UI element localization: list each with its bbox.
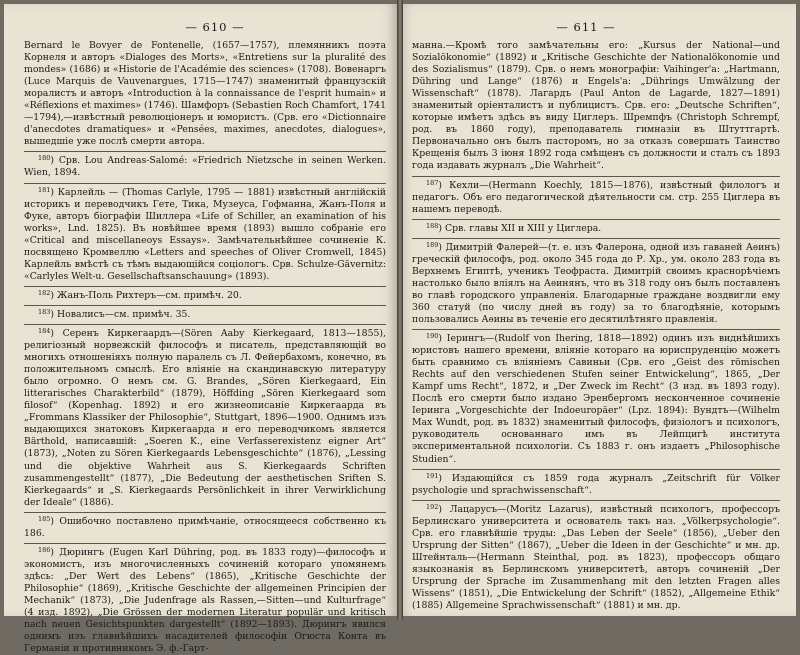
footnote-number: 186 [38,545,51,554]
footnote-text: ) Іерингъ—(Rudolf von Ihering, 1818—1892) одинъ изъ виднѣйшихъ юристовъ нашего времени, вліяніе котораго на юриспруденцію можетъ быть сравнимо съ вліяніемъ Савиньи (Срв. его „Geist des römischen Rechts auf den verschiedenen Stufen seiner Entwickelung“, 1865, „Der Kampf ums Recht“, 1872, и „Der Zweck im Recht“ (3 изд. въ 1893 году). Послѣ его смерти было издано Эренбергомъ несконченное сочиненіе Іеринга „Vorgeschichte der Indoeuropäer“ (Lpz. 1894): Вундтъ—(Wilhelm Max Wundt, род. въ 1832) знаменитый философъ, физіологъ и психологъ, руководитель основаннаго имъ въ Лейпцигѣ института экспериментальной психологіи. Съ 1883 г. онъ издаетъ „Philosophische Studien“. [412,333,780,465]
page-number: — 611 — [556,20,616,34]
footnote [412,180,780,216]
footnote-divider [24,543,386,544]
footnote-divider [24,512,386,513]
footnote-text: ) Серенъ Киркегаардъ—(Sören Aaby Kierkegaard, 1813—1855), религіозный норвежскій философъ и писатель, представляющій во многихъ отношеніяхъ полную паралель съ Л. Фейербахомъ, конечно, въ положительномъ смыслѣ. Его вліяніе на скандинавскую литературу было огромно. О немъ см. G. Brandes, „Sören Kierkegaard, Ein litterarisches Charakterbild“ (1879), Höffding „Sören Kierkegaard som filosof“ (Kopenhag. 1892) и его жизнеописаніе Киркегаарда въ „Frommans Klassiker der Philosophie“, Stuttgart, 1896—1900. Однимъ изъ выдающихся знатоковъ Киркегаарда и его переводчикомъ является Bärthold, написавшій: „Soeren K., eine Verfasserexistenz eigner Art“ (1873), „Noten zu Sören Kierkegaards Lebensgeschichte“ (1876), „Lessing und die objektive Wahrheit aus S. Kierkegaards Schriften zusammengestellt“ (1877), „Die Bedeutung der aesthetischen Sriften S. Kierkegaards“ и „S. Kierkegaards Persönlichkeit in ihrer Verwirklichung der Ideale“ (1886). [24,327,386,508]
footnote-divider [412,219,780,220]
footnote-text: ) Карлейль — (Thomas Carlyle, 1795 — 1881) извѣстный англійскій историкъ и переводчикъ Гете, Тика, Музеуса, Гофманна, Жанъ-Поля и Фуке, авторъ біографіи Шиллера «Life of Schiller, an examination of his works», Lnd. 1825). Въ новѣйшее время (1893) вышло собраніе его «Critical and miscellaneoys Essays». Замѣчательнѣйшее сочиненіе К. посвящено Кромвеллю «Letters and speeches of Oliver Cromwell, 1845) Карлейль вмѣстѣ съ тѣмъ выдающійся соціологъ. Срв. Schulze-Gävernitz: «Carlyles Welt-u. Gesellschaftsanschauung» (1893). [24,186,386,282]
footnote-divider [412,469,780,470]
footnote-text: ) Новалисъ—см. примѣч. 35. [50,308,191,320]
footnote-number: 183 [38,307,51,316]
footnote [412,223,780,235]
page-number: — 610 — [185,20,245,34]
footnote [24,155,386,179]
footnote-number: 185 [38,514,51,523]
footnote-divider [24,183,386,184]
footnote [412,40,780,173]
footnote-text: ) Срв. главы XII и XIII у Циглера. [438,222,602,234]
footnote-divider [412,238,780,239]
footnote-text: манна.—Кромѣ того замѣчательны его: „Kursus der National—und Sozialökonomie“ (1892) и „Kritische Geschichte der Nationalökonomie und des Sozialismus“ (1879). Срв. о немъ монографіи: Vaihinger'a: „Hartmann, Dühring und Lange“ (1876) и Engels'a: „Dührings Umwälzung der Wissenschaft“ (1878). Лагардъ (Paul Anton de Lagarde, 1827—1891) знаменитый оріенталистъ и публицистъ. Срв. его: „Deutsche Schriften“, которые имѣетъ здѣсь въ виду Циглеръ. Шремпфъ (Christoph Schrempf, род. въ 1860 году), преподаватель гимназіи въ Штуттгартѣ. Первоначально онъ былъ пасторомъ, но за отказъ совершать Таинство Крещенія былъ 3 іюня 1892 года смѣщенъ съ должности и сталъ съ 1893 года издавать журналъ „Die Wahrheit“. [412,40,780,172]
footnote [24,187,386,283]
footnote-divider [24,286,386,287]
footnote-divider [24,151,386,152]
footnote-divider [412,329,780,330]
footnote-text: ) Срв. Lou Andreas-Salomé: «Friedrich Nietzsche in seinen Werken. Wien, 1894. [24,155,386,179]
footnote-text: ) Издающійся съ 1859 года журналъ „Zeitschrift für Völker psychologie und sprachwissenschaft“. [412,472,780,496]
footnote [24,516,386,540]
footnote [24,290,386,302]
footnote-divider [24,305,386,306]
footnote-number: 187 [426,178,439,187]
footnote [24,328,386,509]
footnote [412,333,780,466]
footnote-text: ) Дюрингъ (Eugen Karl Dühring, род. въ 1833 году)—философъ и экономистъ, изъ многочисленныхъ сочиненій котораго упомянемъ здѣсь: „Der Wert des Lebens“ (1865), „Kritische Geschichte der Philosophie“ (1869), „Kritische Geschichte der allgemeinen Principien der Mechanik“ (1873), „Die Judenfrage als Rassen,—Sitten—und Kulturfrage“ (4 изд. 1892), „Die Grössen der modernen Literatur populär und kritisch nach neuen Gesichtspunkten dargestellt“ (1892—1893). Дюрингъ явился однимъ изъ главнѣйшихъ насадителей философіи Огюста Конта въ Германіи и противникомъ Э. ф.-Гарт- [24,546,386,655]
footnote [24,40,386,148]
footnote-text: ) Димитрій Фалерей—(т. е. изъ Фалерона, одной изъ гаваней Аѳинъ) греческій философъ, род. около 345 года до Р. Хр., ум. около 283 года въ Верхнемъ Египтѣ, ученикъ Теофраста. Димитрій своимъ краснорѣчіемъ настолько было вліялъ на Аѳинянъ, что въ 318 году онъ былъ поставленъ во главѣ городского управленія. Благодарные граждане воздвигли ему 360 статуй (по числу дней въ году) за то благодѣяніе, которымъ пользовались Аѳины въ теченіе его десятилѣтняго правленія. [412,241,780,325]
footnote-number: 191 [426,471,439,480]
footnote-number: 184 [38,326,51,335]
footnote-number: 189 [426,240,439,249]
footnote-text: ) Лацарусъ—(Moritz Lazarus), извѣстный психологъ, профессоръ Берлинскаго университета и основатель такъ наз. „Völkerpsychologie“. Срв. его главнѣйшіе труды: „Das Leben der Seele“ (1856), „Ueber den Ursprung der Sitten“ (1867), „Ueber die Ideen in der Geschichte“ и мн. др. Штейнталь—(Hermann Steinthal, род. въ 1823), профессоръ общаго языкознанія въ Берлинскомъ университетѣ, авторъ сочиненій „Der Ursprung der Sprache im Zusammenhang mit den letzten Fragen alles Wissens“ (1851), „Die Entwickelung der Schrift“ (1852), „Allgemeine Ethik“ (1885) Allgemeine Sprachwissenschaft“ (1881) и мн. др. [412,503,780,612]
footnote-text: ) Кехли—(Hermann Koechly, 1815—1876), извѣстный филологъ и педагогъ. Объ его педагогической дѣятельности см. стр. 255 Циглера въ нашемъ переводѣ. [412,179,780,215]
footnote [412,473,780,497]
footnote [24,309,386,321]
footnote [412,504,780,612]
footnote-divider [412,500,780,501]
footnote-text: ) Жанъ-Поль Рихтеръ—см. примѣч. 20. [50,289,242,301]
footnote-divider [24,324,386,325]
right-page [398,4,796,616]
left-page [4,4,398,655]
footnote-number: 181 [38,185,51,194]
footnote [412,242,780,326]
footnotes-right [412,40,780,612]
book-gutter [397,0,403,620]
footnotes-left [24,40,386,655]
footnote-number: 182 [38,288,51,297]
footnote-number: 180 [38,154,51,163]
footnote [24,547,386,655]
footnote-text: ) Ошибочно поставлено примѣчаніе, относящееся собственно къ 186. [24,515,386,539]
footnote-number: 190 [426,332,439,341]
footnote-number: 188 [426,221,439,230]
footnote-number: 192 [426,502,439,511]
footnote-text: Bernard le Bovyer de Fontenelle, (1657—1757), племянникъ поэта Корнеля и авторъ «Dialoges des Morts», «Entretiens sur la pluralité des mondes» (1686) и «Historie de l'Académie des sciences» (1708). Вовенаргъ (Luce Marquis de Vauvenargues, 1715—1747) знаменитый французскій моралистъ и авторъ «Introduction à la connaissance de l'esprit humain» и «Réflexions et maximes» (1746). Шамфоръ (Sebastien Roch Chamfort, 1741—1794),—извѣстный революціонеръ и юмористъ. (Срв. его «Dictionnaire d'anecdotes dramatiques» и «Pensées, maximes, anecdotes, dialogues», вышедшіе уже послѣ смерти автора. [24,40,386,148]
footnote-divider [412,176,780,177]
